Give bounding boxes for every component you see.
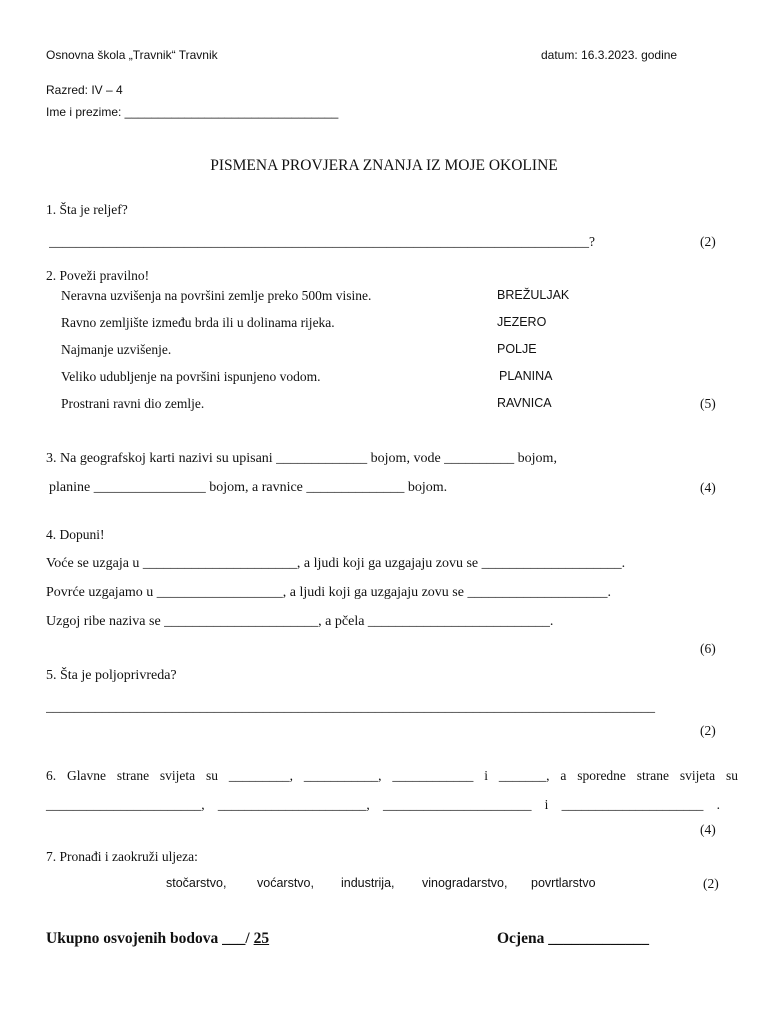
question-3-points: (4) [700, 480, 716, 495]
match-left-item: Prostrani ravni dio zemlje. [61, 396, 205, 411]
match-right-item: PLANINA [499, 369, 553, 383]
question-1-points: (2) [700, 234, 716, 249]
question-2-points: (5) [700, 396, 716, 411]
question-2: 2. Poveži pravilno! [46, 268, 150, 283]
question-5-points: (2) [700, 723, 716, 738]
question-7: 7. Pronađi i zaokruži uljeza: [46, 849, 198, 864]
match-left-item: Najmanje uzvišenje. [61, 342, 172, 357]
question-6-points: (4) [700, 822, 716, 837]
question-6-line-1: 6. Glavne strane svijeta su _________, ___________, ____________ i _______, a sporedne strane svijeta su [46, 768, 738, 783]
question-4-line-1: Voće se uzgaja u ______________________, a ljudi koji ga uzgajaju zovu se ____________________. [46, 556, 626, 571]
match-right-item: JEZERO [497, 315, 547, 329]
question-5: 5. Šta je poljoprivreda? [46, 668, 177, 683]
question-3-line-2: planine ________________ bojom, a ravnice ______________ bojom. [49, 480, 448, 495]
question-4-line-3: Uzgoj ribe naziva se ______________________, a pčela __________________________. [46, 614, 554, 629]
option-word[interactable]: industrija, [341, 876, 395, 890]
question-1-answer-line: ________________________________________________________________________________? [49, 234, 595, 249]
question-4-line-2: Povrće uzgajamo u __________________, a ljudi koji ga uzgajaju zovu se ____________________. [46, 585, 611, 600]
question-3-line-1: 3. Na geografskoj karti nazivi su upisani _____________ bojom, vode __________ bojom, [46, 451, 557, 466]
match-right-item: BREŽULJAK [497, 288, 570, 302]
total-points [46, 930, 269, 948]
match-right-item: RAVNICA [497, 396, 552, 410]
school-name: Osnovna škola „Travnik“ Travnik [46, 48, 218, 62]
match-left-item: Veliko udubljenje na površini ispunjeno vodom. [61, 369, 321, 384]
question-6-line-2: _______________________, ______________________, ______________________ i _____________________ . [46, 797, 720, 812]
total-points-max: 25 [253, 930, 270, 947]
total-points-label: Ukupno osvojenih bodova ___/ [46, 930, 254, 947]
option-word[interactable]: stočarstvo, [166, 876, 227, 890]
test-date: datum: 16.3.2023. godine [541, 48, 678, 62]
option-word[interactable]: vinogradarstvo, [422, 876, 508, 890]
question-1: 1. Šta je reljef? [46, 202, 128, 217]
grade-field: Ocjena _____________ [497, 930, 649, 947]
class-label: Razred: IV – 4 [46, 83, 123, 97]
option-word[interactable]: povrtlarstvo [531, 876, 596, 890]
question-4-points: (6) [700, 641, 716, 656]
option-word[interactable]: voćarstvo, [257, 876, 314, 890]
match-left-item: Ravno zemljište između brda ili u dolinama rijeka. [61, 315, 335, 330]
student-name-field: Ime i prezime: ________________________________ [46, 105, 339, 119]
page-title: PISMENA PROVJERA ZNANJA IZ MOJE OKOLINE [210, 157, 558, 174]
question-7-points: (2) [703, 876, 719, 891]
question-4: 4. Dopuni! [46, 527, 105, 542]
question-5-answer-line: _______________________________________________________________________________________ [46, 700, 655, 715]
match-left-item: Neravna uzvišenja na površini zemlje preko 500m visine. [61, 288, 372, 303]
match-right-item: POLJE [497, 342, 537, 356]
